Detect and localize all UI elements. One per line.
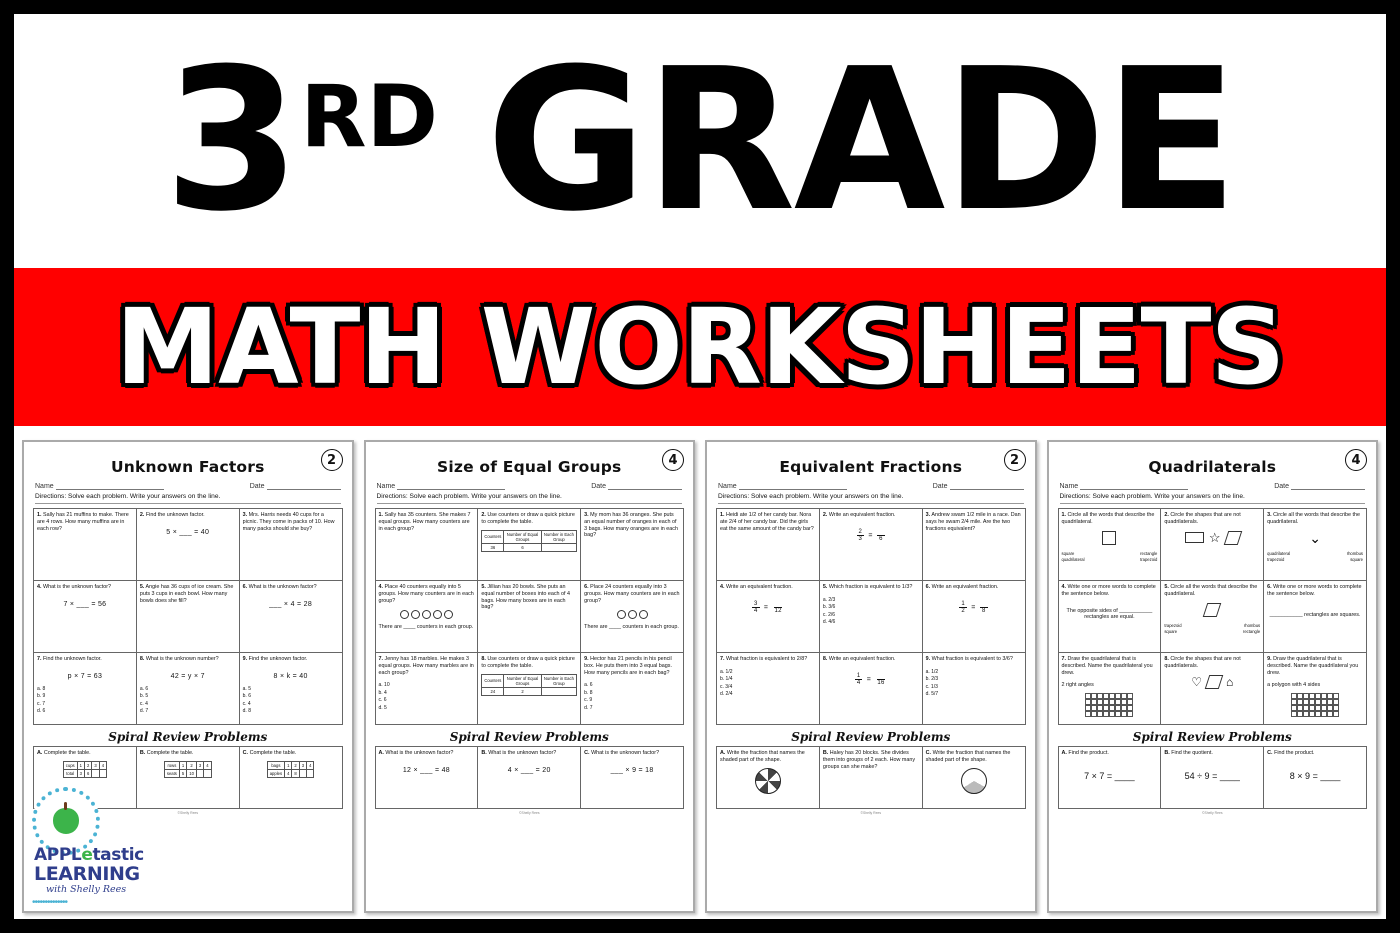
page-badge: 4 bbox=[662, 449, 684, 471]
drawing-grid[interactable] bbox=[1291, 693, 1339, 717]
name-field: Name bbox=[377, 482, 506, 490]
problem-cell: 5. Jillian has 20 bowls. She puts an equal number of boxes into each of 4 bags. How many boxes are in each bag? bbox=[478, 581, 581, 653]
worksheet-title: Quadrilaterals bbox=[1148, 458, 1277, 476]
directions: Directions: Solve each problem. Write your answers on the line. bbox=[1060, 493, 1366, 504]
problem-cell: 6. Write one or more words to complete the sentence below. ___________ rectangles are squares. bbox=[1264, 581, 1367, 653]
grade-word: GRADE bbox=[485, 26, 1237, 255]
problem-cell: 2. Use counters or draw a quick picture to complete the table. Counters Number of Equal Groups Number in Each Group 36 6 bbox=[478, 509, 581, 581]
answer-options: a. 8 b. 9 c. 7 d. 6 bbox=[37, 685, 46, 715]
problem-cell: 2. Find the unknown factor. 5 × ___ = 40 bbox=[137, 509, 240, 581]
fraction-equation: $\frac{1}{2}$ = 8 bbox=[926, 601, 1022, 614]
copyright: ©Shelly Rees bbox=[860, 811, 882, 815]
spiral-cell: B. What is the unknown factor? 4 × ___ = 20 bbox=[478, 747, 581, 809]
apple-icon bbox=[53, 808, 79, 834]
problem-cell: 3. Andrew swam 1/2 mile in a race. Dan says he swam 2/4 mile. Are the two fractions equivalent? bbox=[923, 509, 1026, 581]
copyright: ©Shelly Rees bbox=[177, 811, 199, 815]
problem-cell: 1. Sally has 21 muffins to make. There are 4 rows. How many muffins are in each row? bbox=[34, 509, 137, 581]
name-date-row bbox=[1060, 482, 1366, 490]
problem-cell: 2. Write an equivalent fraction. $\frac{2}{3}$ = 6 bbox=[820, 509, 923, 581]
drawing-grid[interactable] bbox=[1085, 693, 1133, 717]
directions: Directions: Solve each problem. Write your answers on the line. bbox=[35, 493, 341, 504]
problem-cell: 4. Write one or more words to complete the sentence below. The opposite sides of ___________ rectangles are equal. bbox=[1059, 581, 1162, 653]
date-field: Date bbox=[591, 482, 682, 490]
answer-options: a. 1/2 b. 1/4 c. 3/4 d. 2/4 bbox=[720, 668, 733, 698]
name-date-row bbox=[377, 482, 683, 490]
spiral-cell: A. Complete the table. cups 1 2 3 4 total 3 6 bbox=[34, 747, 137, 809]
problem-cell: 5. Which fraction is equivalent to 1/3? a. 2/3 b. 3/6 c. 2/6 d. 4/6 bbox=[820, 581, 923, 653]
mini-table: rows 1 2 3 4 seats 5 10 bbox=[164, 761, 212, 778]
answer-options: a. 2/3 b. 3/6 c. 2/6 d. 4/6 bbox=[822, 596, 836, 626]
mini-table: Counters Number of Equal Groups Number in Each Group 36 6 bbox=[481, 530, 577, 552]
worksheet-preview-2[interactable] bbox=[364, 440, 696, 913]
spiral-cell: A. Write the fraction that names the shaded part of the shape. bbox=[717, 747, 820, 809]
problem-cell: 7. Find the unknown factor. p × 7 = 63 a. 8 b. 9 c. 7 d. 6 bbox=[34, 653, 137, 725]
date-field: Date bbox=[250, 482, 341, 490]
mini-table: bags 1 2 3 4 apples 4 8 bbox=[267, 761, 315, 778]
spiral-review-grid bbox=[716, 746, 1026, 809]
brand-logo bbox=[32, 779, 180, 908]
problem-cell: 3. Mrs. Harris needs 40 cups for a picnic. They come in packs of 10. How many packs should she buy? bbox=[240, 509, 343, 581]
problem-cell: 1. Sally has 35 counters. She makes 7 equal groups. How many counters are in each group? bbox=[376, 509, 479, 581]
fraction-equation: $\frac{1}{4}$ = 16 bbox=[856, 672, 885, 686]
title-line bbox=[163, 26, 1237, 255]
problem-cell: 5. Angie has 36 cups of ice cream. She puts 3 cups in each bowl. How many bowls does she fill? bbox=[137, 581, 240, 653]
subtitle-band bbox=[14, 268, 1386, 426]
spiral-review-grid bbox=[375, 746, 685, 809]
answer-options: a. 6 b. 5 c. 4 d. 7 bbox=[139, 685, 149, 715]
grade-ordinal-suffix: RD bbox=[300, 66, 438, 167]
copyright: ©Shelly Rees bbox=[518, 811, 540, 815]
problem-grid bbox=[1058, 508, 1368, 725]
problem-cell: 4. What is the unknown factor? 7 × ___ = 56 bbox=[34, 581, 137, 653]
problem-cell: 4. Write an equivalent fraction. $\frac{3}{4}$ = 12 bbox=[717, 581, 820, 653]
worksheet-preview-4[interactable] bbox=[1047, 440, 1379, 913]
worksheet-title: Unknown Factors bbox=[110, 458, 265, 476]
fraction-pie-icon bbox=[755, 768, 781, 794]
brand-name-line1: APPLetastic bbox=[34, 845, 144, 865]
problem-cell: 4. Place 40 counters equally into 5 groups. How many counters are in each group? There are ____ counters in each group. bbox=[376, 581, 479, 653]
problem-cell: 1. Circle all the words that describe the quadrilateral. square rectangle quadrilateral trapezoid bbox=[1059, 509, 1162, 581]
problem-cell: 8. Use counters or draw a quick picture to complete the table. Counters Number of Equal Groups Number in Each Group 24 2 bbox=[478, 653, 581, 725]
spiral-cell: A. Find the product. 7 × 7 = ____ bbox=[1059, 747, 1162, 809]
worksheet-preview-3[interactable] bbox=[705, 440, 1037, 913]
problem-cell: 6. Place 24 counters equally into 3 groups. How many counters are in each group? There are ____ counters in each group. bbox=[581, 581, 684, 653]
problem-grid bbox=[716, 508, 1026, 725]
problem-cell: 8. What is the unknown number? 42 = y × 7 a. 6 b. 5 c. 4 d. 7 bbox=[137, 653, 240, 725]
spiral-cell: C. Complete the table. bags 1 2 3 4 apples 4 8 bbox=[240, 747, 343, 809]
answer-options: a. 6 b. 8 c. 9 d. 7 bbox=[584, 682, 593, 711]
spiral-review-title: Spiral Review Problems bbox=[108, 730, 268, 744]
page-badge: 2 bbox=[1004, 449, 1026, 471]
spiral-cell: B. Haley has 20 blocks. She divides them into groups of 2 each. How many groups can she make? bbox=[820, 747, 923, 809]
parallelogram-icon bbox=[1203, 603, 1222, 617]
problem-cell: 3. My mom has 36 oranges. She puts an equal number of oranges in each of 3 bags. How many oranges are in each bag? bbox=[581, 509, 684, 581]
grade-number: 3 bbox=[163, 26, 299, 255]
problem-grid bbox=[375, 508, 685, 725]
answer-options: a. 10 b. 4 c. 6 d. 5 bbox=[378, 682, 390, 711]
problem-cell: 5. Circle all the words that describe the quadrilateral. trapezoid rhombus square rectangle bbox=[1161, 581, 1264, 653]
spiral-cell: B. Find the quotient. 54 ÷ 9 = ____ bbox=[1161, 747, 1264, 809]
problem-grid bbox=[33, 508, 343, 725]
brand-name-line2: LEARNING bbox=[34, 863, 140, 885]
title-band bbox=[14, 14, 1386, 268]
fraction-equation: $\frac{2}{3}$ = 6 bbox=[823, 529, 919, 542]
problem-cell: 8. Write an equivalent fraction. $\frac{1}{4}$ = 16 bbox=[820, 653, 923, 725]
directions: Directions: Solve each problem. Write your answers on the line. bbox=[377, 493, 683, 504]
brand-author: with Shelly Rees bbox=[46, 884, 127, 895]
square-icon bbox=[1102, 531, 1116, 545]
counter-circles bbox=[584, 610, 680, 619]
counter-circles bbox=[379, 610, 475, 619]
date-field: Date bbox=[1274, 482, 1365, 490]
problem-cell: 1. Heidi ate 1/2 of her candy bar. Nora ate 2/4 of her candy bar. Did the girls eat the same amount of the candy bar? bbox=[717, 509, 820, 581]
name-field: Name bbox=[35, 482, 164, 490]
rectangle-icon bbox=[1185, 532, 1204, 543]
answer-options: a. 5 b. 6 c. 4 d. 8 bbox=[242, 685, 251, 715]
spiral-cell: C. Find the product. 8 × 9 = ____ bbox=[1264, 747, 1367, 809]
problem-cell: 8. Circle the shapes that are not quadrilaterals. ♡ ⌂ bbox=[1161, 653, 1264, 725]
worksheet-title: Size of Equal Groups bbox=[437, 458, 622, 476]
problem-cell: 9. Draw the quadrilateral that is described. Name the quadrilateral you drew. a polygon with 4 sides bbox=[1264, 653, 1367, 725]
problem-cell: 6. What is the unknown factor? ___ × 4 = 28 bbox=[240, 581, 343, 653]
problem-cell: 9. Find the unknown factor. 8 × k = 40 a. 5 b. 6 c. 4 d. 8 bbox=[240, 653, 343, 725]
decorative-dots: •••••••••••••• bbox=[32, 897, 68, 908]
rhombus-icon bbox=[1223, 531, 1242, 545]
arrow-shape-icon: ⌂ bbox=[1226, 674, 1234, 689]
spiral-review-title: Spiral Review Problems bbox=[791, 730, 951, 744]
arrow-quadrilateral-icon: ⌄ bbox=[1309, 529, 1321, 546]
problem-cell: 6. Write an equivalent fraction. $\frac{1}{2}$ = 8 bbox=[923, 581, 1026, 653]
problem-cell: 2. Circle the shapes that are not quadrilaterals. ☆ bbox=[1161, 509, 1264, 581]
answer-options: a. 1/2 b. 2/3 c. 1/3 d. 5/7 bbox=[925, 668, 939, 698]
name-date-row bbox=[35, 482, 341, 490]
name-field: Name bbox=[1060, 482, 1189, 490]
name-date-row bbox=[718, 482, 1024, 490]
problem-cell: 7. Draw the quadrilateral that is described. Name the quadrilateral you drew. 2 right angles bbox=[1059, 653, 1162, 725]
fraction-pie-icon bbox=[961, 768, 987, 794]
spiral-cell: B. Complete the table. rows 1 2 3 4 seats 5 10 bbox=[137, 747, 240, 809]
fraction-equation: $\frac{3}{4}$ = 12 bbox=[754, 600, 782, 614]
problem-cell: 7. Jenny has 18 marbles. He makes 3 equal groups. How many marbles are in each group? a. 10 b. 4 c. 6 d. 5 bbox=[376, 653, 479, 725]
spiral-cell: C. What is the unknown factor? ___ × 9 = 18 bbox=[581, 747, 684, 809]
page-badge: 2 bbox=[321, 449, 343, 471]
worksheet-previews bbox=[14, 426, 1386, 917]
problem-cell: 9. Hector has 21 pencils in his pencil box. He puts them into 3 equal bags. How many pencils are in each bag? a. 6 b. 8 c. 9 d. 7 bbox=[581, 653, 684, 725]
name-field: Name bbox=[718, 482, 847, 490]
mini-table: cups 1 2 3 4 total 3 6 bbox=[63, 761, 107, 778]
spiral-review-title: Spiral Review Problems bbox=[449, 730, 609, 744]
subtitle-text: MATH WORKSHEETS bbox=[115, 286, 1285, 408]
rhombus-icon bbox=[1205, 675, 1224, 689]
directions: Directions: Solve each problem. Write your answers on the line. bbox=[718, 493, 1024, 504]
problem-cell: 7. What fraction is equivalent to 2/8? a. 1/2 b. 1/4 c. 3/4 d. 2/4 bbox=[717, 653, 820, 725]
worksheet-title: Equivalent Fractions bbox=[779, 458, 963, 476]
problem-cell: 3. Circle all the words that describe the quadrilateral. ⌄ quadrilateral rhombus trapezoid square bbox=[1264, 509, 1367, 581]
spiral-cell: C. Write the fraction that names the shaded part of the shape. bbox=[923, 747, 1026, 809]
spiral-review-title: Spiral Review Problems bbox=[1132, 730, 1292, 744]
page-badge: 4 bbox=[1345, 449, 1367, 471]
mini-table: Counters Number of Equal Groups Number in Each Group 24 2 bbox=[481, 674, 577, 696]
date-field: Date bbox=[933, 482, 1024, 490]
copyright: ©Shelly Rees bbox=[1201, 811, 1223, 815]
star-icon: ☆ bbox=[1208, 530, 1221, 545]
problem-cell: 9. What fraction is equivalent to 3/6? a. 1/2 b. 2/3 c. 1/3 d. 5/7 bbox=[923, 653, 1026, 725]
heart-icon: ♡ bbox=[1191, 674, 1202, 689]
spiral-review-grid bbox=[1058, 746, 1368, 809]
spiral-cell: A. What is the unknown factor? 12 × ___ = 48 bbox=[376, 747, 479, 809]
